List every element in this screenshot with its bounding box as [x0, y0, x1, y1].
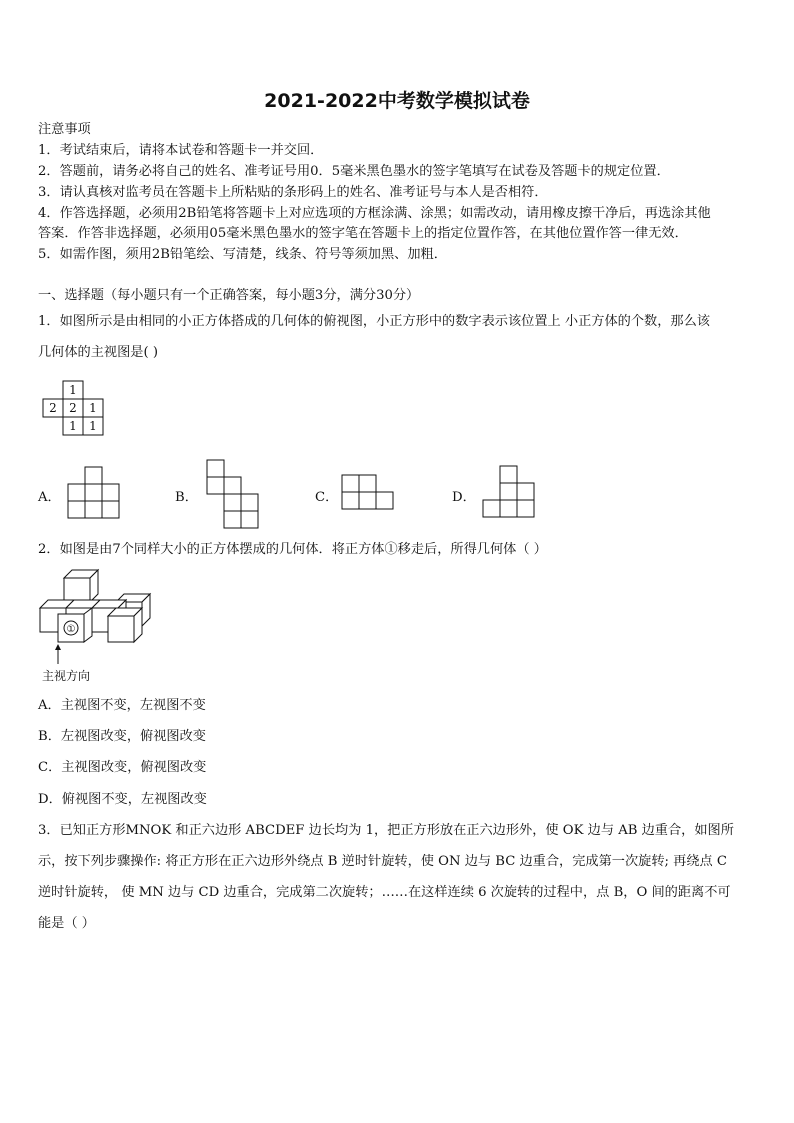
q2-option-d: D．俯视图不变，左视图改变	[38, 792, 207, 807]
q1-option-b-figure	[206, 459, 262, 529]
q1-option-d-figure	[483, 465, 537, 519]
q1-stem-line2: 几何体的主视图是( )	[38, 345, 158, 360]
q2-option-b: B．左视图改变，俯视图改变	[38, 729, 206, 744]
q1-stem-line1: 1．如图所示是由相同的小正方体搭成的几何体的俯视图，小正方形中的数字表示该位置上 小正方体的个数，那么该	[38, 314, 710, 329]
q3-stem-line: 3．已知正方形MNOK 和正六边形 ABCDEF 边长均为 1，把正方形放在正六边形外，使 OK 边与 AB 边重合，如图所	[38, 823, 734, 838]
section-heading: 一、选择题（每小题只有一个正确答案，每小题3分，满分30分）	[38, 288, 420, 303]
q1-option-d-label: D．	[452, 490, 476, 505]
page-title: 2021-2022中考数学模拟试卷	[264, 90, 530, 112]
q3-stem-line: 逆时针旋转， 使 MN 边与 CD 边重合，完成第二次旋转；……在这样连续 6 次旋转的过程中，点 B，O 间的距离不可	[38, 885, 731, 900]
q2-option-a: A．主视图不变，左视图不变	[38, 698, 206, 713]
q1-option-a-label: A．	[38, 490, 61, 505]
cube-mark-label: ①	[66, 624, 76, 635]
grid-cell-number: 2	[49, 401, 57, 415]
q1-option-a-figure	[68, 466, 122, 520]
note-item: 4．作答选择题，必须用2B铅笔将答题卡上对应选项的方框涂满、涂黑；如需改动，请用橡皮擦干净后，再选涂其他	[38, 206, 711, 221]
q2-cube-figure	[36, 568, 156, 686]
notes-heading: 注意事项	[38, 122, 91, 137]
note-item: 2．答题前，请务必将自己的姓名、准考证号用0．5毫米黑色墨水的签字笔填写在试卷及答题卡的规定位置．	[38, 164, 670, 179]
grid-cell-number: 1	[89, 401, 97, 415]
q3-stem-line: 能是（ ）	[38, 916, 95, 931]
note-item: 1．考试结束后，请将本试卷和答题卡一并交回．	[38, 143, 324, 158]
q2-stem: 2．如图是由7个同样大小的正方体摆成的几何体．将正方体①移走后，所得几何体（ ）	[38, 542, 547, 557]
q1-top-view-grid	[43, 381, 103, 437]
grid-cell-number: 1	[69, 383, 77, 397]
note-item: 5．如需作图，须用2B铅笔绘、写清楚，线条、符号等须加黑、加粗．	[38, 247, 447, 262]
view-direction-caption: 主视方向	[42, 669, 91, 683]
grid-cell-number: 2	[69, 401, 77, 415]
grid-cell-number: 1	[89, 419, 97, 433]
note-item: 答案．作答非选择题，必须用05毫米黑色墨水的签字笔在答题卡上的指定位置作答，在其他位置作答一律无效．	[38, 226, 688, 241]
note-item: 3．请认真核对监考员在答题卡上所粘贴的条形码上的姓名、准考证号与本人是否相符．	[38, 185, 548, 200]
q1-option-b-label: B．	[175, 490, 198, 505]
q1-option-c-figure	[342, 474, 396, 512]
q3-stem-line: 示，按下列步骤操作: 将正方形在正六边形外绕点 B 逆时针旋转，使 ON 边与 BC 边重合，完成第一次旋转; 再绕点 C	[38, 854, 728, 869]
q1-option-c-label: C．	[315, 490, 339, 505]
grid-cell-number: 1	[69, 419, 77, 433]
q2-option-c: C．主视图改变，俯视图改变	[38, 760, 207, 775]
